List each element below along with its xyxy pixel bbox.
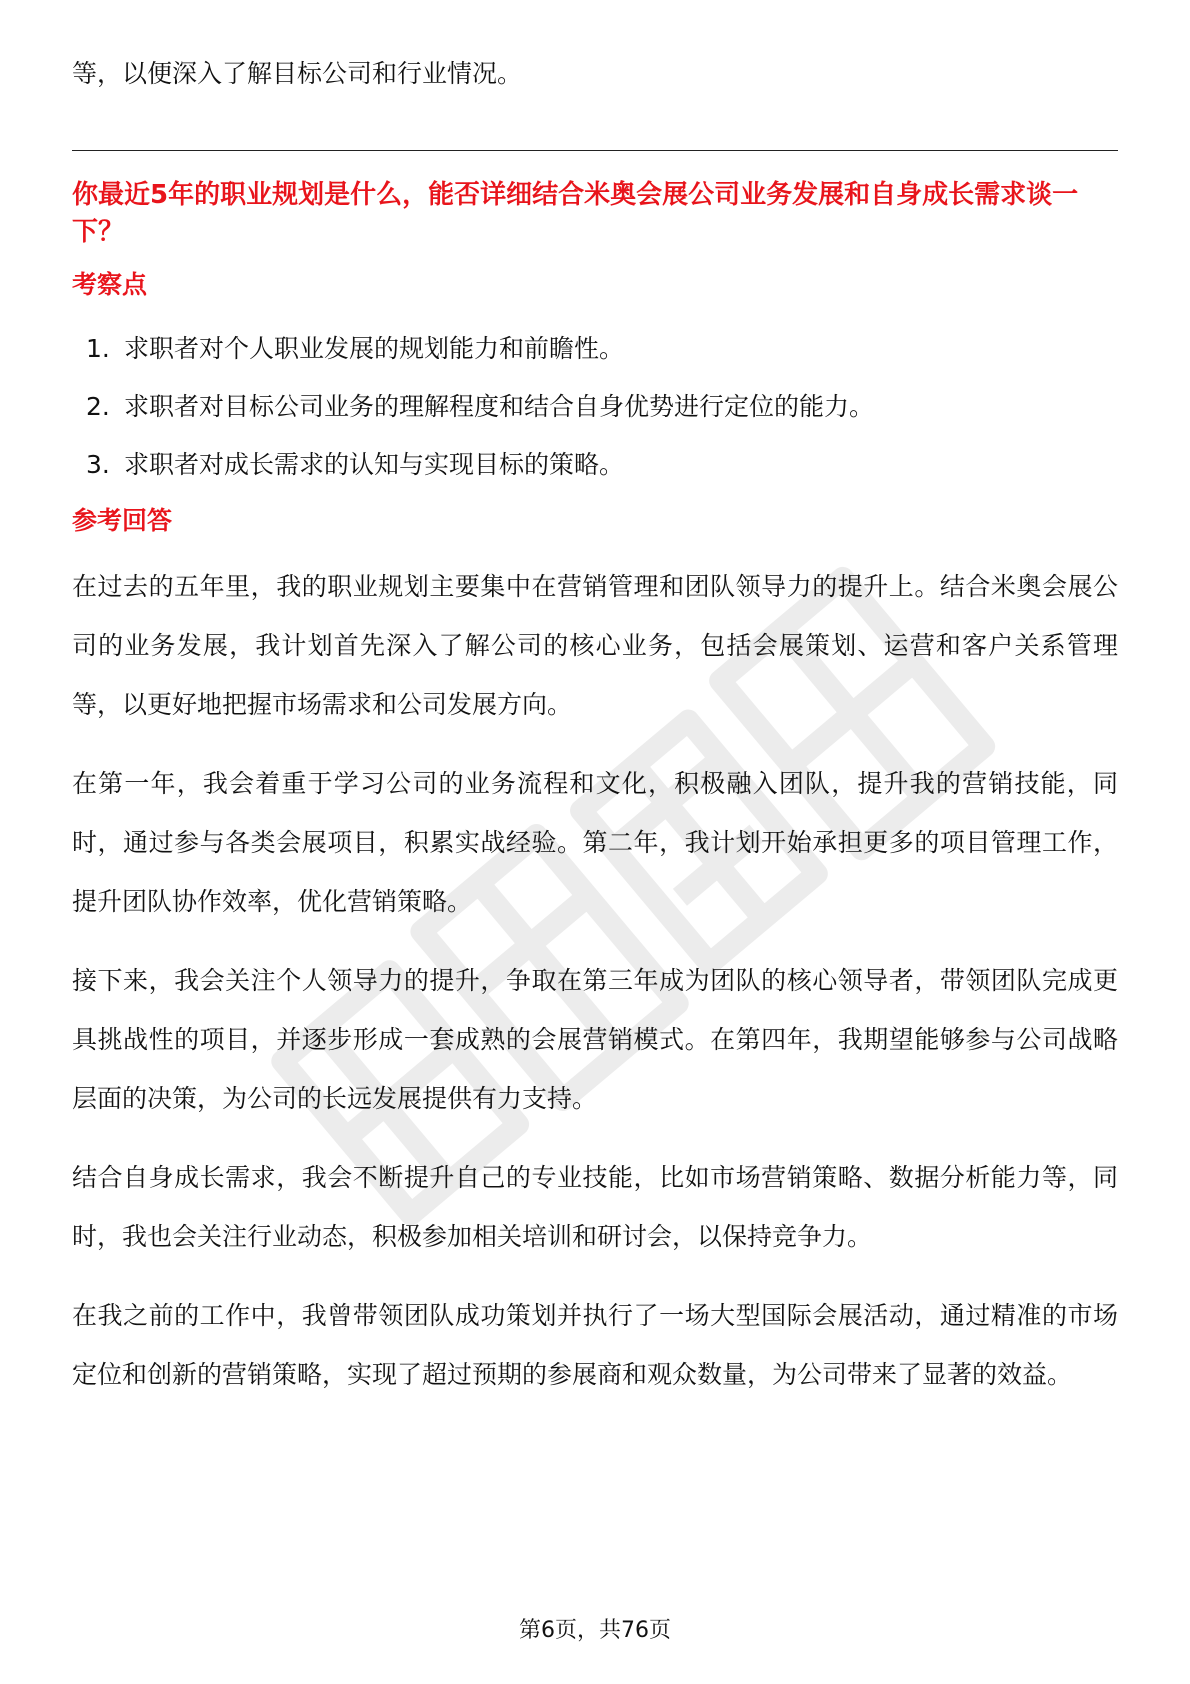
list-item-text: 求职者对个人职业发展的规划能力和前瞻性。 bbox=[124, 334, 625, 363]
question-heading: 你最近5年的职业规划是什么，能否详细结合米奥会展公司业务发展和自身成长需求谈一下？ bbox=[72, 180, 1079, 247]
list-item-text: 求职者对目标公司业务的理解程度和结合自身优势进行定位的能力。 bbox=[124, 392, 875, 421]
list-item bbox=[86, 387, 1118, 427]
answer-paragraph: 在第一年，我会着重于学习公司的业务流程和文化，积极融入团队，提升我的营销技能，同时，通过参与各类会展项目，积累实战经验。第二年，我计划开始承担更多的项目管理工作，提升团队协作效率，优化营销策略。 bbox=[72, 769, 1118, 916]
list-item bbox=[86, 329, 1118, 369]
list-item-number: 2. bbox=[86, 392, 110, 421]
list-item-text: 求职者对成长需求的认知与实现目标的策略。 bbox=[124, 450, 625, 479]
page-content bbox=[72, 54, 1118, 1404]
assessment-title: 考察点 bbox=[72, 270, 148, 299]
list-item-number: 3. bbox=[86, 450, 110, 479]
answer-paragraph: 接下来，我会关注个人领导力的提升，争取在第三年成为团队的核心领导者，带领团队完成更具挑战性的项目，并逐步形成一套成熟的会展营销模式。在第四年，我期望能够参与公司战略层面的决策，为公司的长远发展提供有力支持。 bbox=[72, 966, 1118, 1113]
list-item-number: 1. bbox=[86, 334, 110, 363]
section-divider bbox=[72, 150, 1118, 151]
answer-title: 参考回答 bbox=[72, 506, 173, 535]
list-item bbox=[86, 445, 1118, 485]
intro-tail-text: 等，以便深入了解目标公司和行业情况。 bbox=[72, 59, 523, 88]
page-number-footer: 第6页，共76页 bbox=[519, 1618, 671, 1643]
answer-paragraph: 在过去的五年里，我的职业规划主要集中在营销管理和团队领导力的提升上。结合米奥会展公司的业务发展，我计划首先深入了解公司的核心业务，包括会展策划、运营和客户关系管理等，以更好地把握市场需求和公司发展方向。 bbox=[72, 572, 1118, 719]
answer-paragraph: 结合自身成长需求，我会不断提升自己的专业技能，比如市场营销策略、数据分析能力等，同时，我也会关注行业动态，积极参加相关培训和研讨会，以保持竞争力。 bbox=[72, 1163, 1118, 1251]
answer-paragraph: 在我之前的工作中，我曾带领团队成功策划并执行了一场大型国际会展活动，通过精准的市场定位和创新的营销策略，实现了超过预期的参展商和观众数量，为公司带来了显著的效益。 bbox=[72, 1301, 1118, 1389]
assessment-list bbox=[72, 329, 1118, 485]
